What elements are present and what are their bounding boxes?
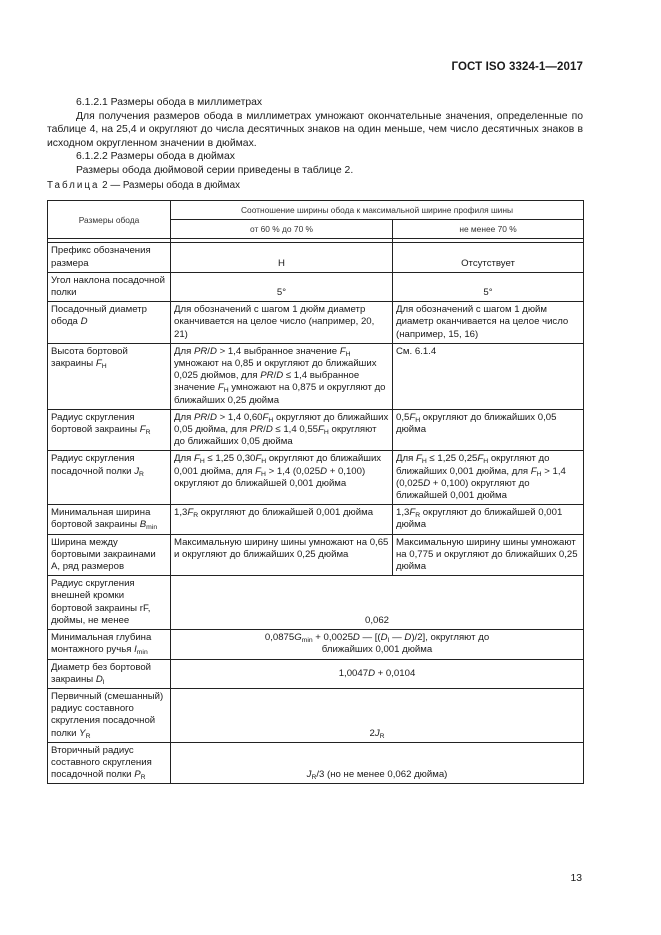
table-row [48, 576, 584, 630]
subsection-heading-2: 6.1.2.2 Размеры обода в дюймах [76, 151, 235, 163]
row-label: Ширина между бортовыми закраинами A, ряд размеров [48, 534, 171, 576]
cell-value: Для $F_H \le 1,25$ $0,25F_H$ округляют до ближайших 0,001 дюйма, для $F_H > 1,4$ (0,025D + 0,100) округляют до ближайшей 0,001 дюйма [393, 451, 584, 505]
cell-value: H [171, 243, 393, 272]
cell-value: 1,0047D + 0,0104 [171, 659, 584, 688]
page-number: 13 [570, 873, 582, 884]
header-ratio-60-70: от 60 % до 70 % [171, 220, 393, 239]
table-row [48, 302, 584, 344]
table-row [48, 451, 584, 505]
cell-value: $J_R/3$ (но не менее 0,062 дюйма) [171, 742, 584, 784]
subsection-paragraph-1: Для получения размеров обода в миллиметрах умножают окончательные значения, определенные по таблице 4, на 25,4 и округляют до числа десятичных знаков на один меньше, чем число десятичных знаков в исходном округленном значении в дюймах. [47, 110, 583, 149]
subsection-heading-1: 6.1.2.1 Размеры обода в миллиметрах [76, 97, 263, 108]
row-label: Высота бортовой закраины $F_H$ [48, 343, 171, 409]
row-label: Диаметр без бортовой закраины $D_I$ [48, 659, 171, 688]
cell-value: 0,062 [171, 576, 584, 630]
cell-value: $1,3F_R$ округляют до ближайшей 0,001 дюйма [393, 505, 584, 534]
header-ratio-group: Соотношение ширины обода к максимальной ширине профиля шины [171, 201, 584, 220]
table-row [48, 243, 584, 272]
cell-value: Для PR/D > 1,4 $0,60F_H$ округляют до ближайших 0,05 дюйма, для PR/D ≤ 1,4 $0,55F_H$ округляют до ближайших 0,05 дюйма [171, 409, 393, 451]
table-row [48, 409, 584, 451]
rim-dimensions-table [47, 200, 584, 784]
table-caption-title: 2 — Размеры обода в дюймах [102, 180, 241, 191]
header-ratio-70-plus: не менее 70 % [393, 220, 584, 239]
cell-value: Максимальную ширину шины умножают на 0,65 и округляют до ближайших 0,25 дюйма [171, 534, 393, 576]
row-label: Радиус скругления внешней кромки бортовой закраины rF, дюймы, не менее [48, 576, 171, 630]
cell-value: Отсутствует [393, 243, 584, 272]
table-row [48, 534, 584, 576]
subsection-paragraph-2: Размеры обода дюймовой серии приведены в таблице 2. [76, 164, 354, 176]
section-text [47, 96, 583, 178]
row-label: Минимальная ширина бортовой закраины $B_{min}$ [48, 505, 171, 534]
table-row [48, 505, 584, 534]
cell-value: $0,5F_H$ округляют до ближайших 0,05 дюйма [393, 409, 584, 451]
cell-value: Для $F_H \le 1,25$ $0,30F_H$ округляют до ближайших 0,001 дюйма, для $F_H > 1,4$ (0,025D + 0,100) округляют до ближайшей 0,001 дюйма [171, 451, 393, 505]
cell-value: $2J_R$ [171, 688, 584, 742]
row-label: Вторичный радиус составного скругления посадочной полки $P_R$ [48, 742, 171, 784]
table-row [48, 688, 584, 742]
cell-value: Максимальную ширину шины умножают на 0,775 и округляют до ближайших 0,25 дюйма [393, 534, 584, 576]
row-label: Посадочный диаметр обода D [48, 302, 171, 344]
document-code: ГОСТ ISO 3324-1—2017 [451, 61, 583, 73]
table-row [48, 742, 584, 784]
cell-value: $0,0875G_{min} + 0,0025D$ — [($D_I$ — D)/2], округляют до ближайших 0,001 дюйма [171, 630, 584, 659]
cell-value: 5° [393, 272, 584, 301]
table-row [48, 659, 584, 688]
table-row [48, 630, 584, 659]
cell-value: См. 6.1.4 [393, 343, 584, 409]
table-caption-word: Таблица [47, 180, 100, 191]
row-label: Угол наклона посадочной полки [48, 272, 171, 301]
row-label: Радиус скругления посадочной полки $J_R$ [48, 451, 171, 505]
table-row [48, 343, 584, 409]
cell-value: Для обозначений с шагом 1 дюйм диаметр оканчивается на целое число (например, 15, 16) [393, 302, 584, 344]
cell-value: 5° [171, 272, 393, 301]
cell-value: $1,3F_R$ округляют до ближайшей 0,001 дюйма [171, 505, 393, 534]
cell-value: Для PR/D > 1,4 выбранное значение $F_H$ умножают на 0,85 и округляют до ближайших 0,025 дюймов, для PR/D ≤ 1,4 выбранное значение $F_H$ умножают на 0,875 и округляют до ближайших 0,25 дюйма [171, 343, 393, 409]
header-rim-dimensions: Размеры обода [48, 201, 171, 239]
table-caption [47, 180, 240, 191]
row-label: Радиус скругления бортовой закраины $F_R$ [48, 409, 171, 451]
table-row [48, 272, 584, 301]
row-label: Префикс обозначения размера [48, 243, 171, 272]
row-label: Минимальная глубина монтажного ручья $I_{min}$ [48, 630, 171, 659]
cell-value: Для обозначений с шагом 1 дюйм диаметр оканчивается на целое число (например, 20, 21) [171, 302, 393, 344]
row-label: Первичный (смешанный) радиус составного скругления посадочной полки $Y_R$ [48, 688, 171, 742]
